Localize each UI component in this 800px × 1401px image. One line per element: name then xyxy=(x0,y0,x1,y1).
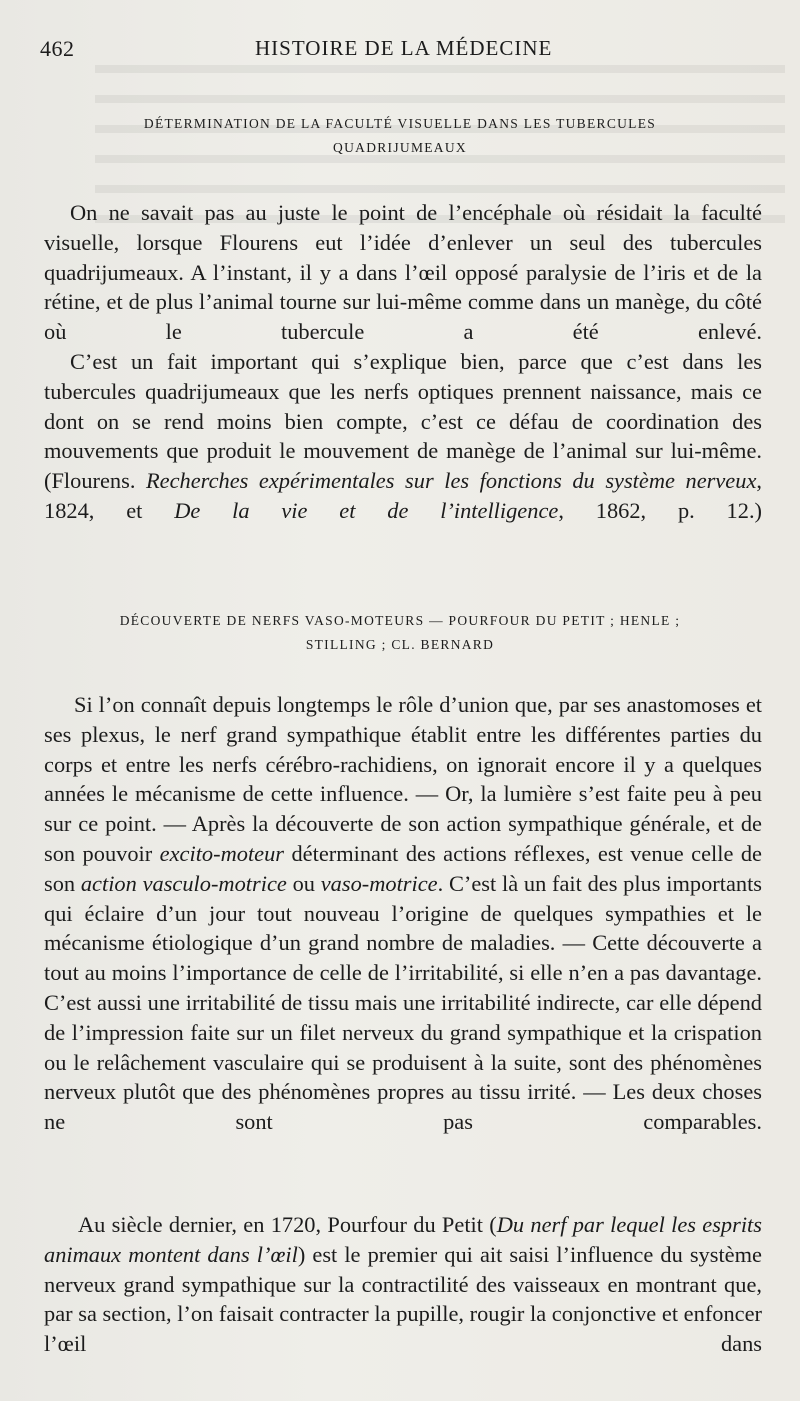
section-heading-line: STILLING ; CL. BERNARD xyxy=(305,637,495,652)
section-heading-line: DÉTERMINATION DE LA FACULTÉ VISUELLE DANS LES TUBERCULES xyxy=(143,116,657,131)
citation-title: Recherches expérimentales sur les fonctions du système nerveux xyxy=(146,468,757,494)
section-heading-visual-faculty xyxy=(60,112,740,160)
emphasis-term: excito-moteur xyxy=(159,840,285,866)
running-title: HISTOIRE DE LA MÉDECINE xyxy=(255,36,553,60)
section-heading-line: QUADRIJUMEAUX xyxy=(333,140,467,155)
paragraph-text: Si l’on connaît depuis longtemps le rôle d’union que, par ses anastomoses et ses plexus, le nerf grand sympathique établit entre les différentes parties du corps et entre les nerfs cérébro-rachidiens, on ignorait encore il y a quelques années le mécanisme de cette influence. — Or, la lumière s’est faite peu à peu sur ce point. — Après la découverte de son action sympathique générale, et de son pouvoir xyxy=(44,692,762,866)
paragraph-grand-sympathique xyxy=(44,690,762,1137)
running-head xyxy=(40,36,760,66)
paragraph-optic-nerves xyxy=(44,347,762,526)
paragraph-text: , 1862, p. 12.) xyxy=(558,497,763,523)
paragraph-text: Au siècle dernier, en 1720, Pourfour du Petit ( xyxy=(78,1212,497,1237)
paragraph-text: déterminant des actions réflexes, est venue celle de son xyxy=(44,840,762,896)
emphasis-term: vaso-motrice xyxy=(320,870,438,896)
paragraph-text: On ne savait pas au juste le point de l’encéphale où résidait la faculté visuelle, lorsque Flourens eut l’idée d’enlever un seul des tubercules quadrijumeaux. A l’instant, il y a dans l’œil opposé paralysie de l’iris et de la rétine, et de plus l’animal tourne sur lui-même comme dans un manège, du côté où le tubercule a été enlevé. xyxy=(44,200,762,345)
paragraph-text: , 1824, et xyxy=(44,468,762,523)
emphasis-term: action vasculo-motrice xyxy=(80,870,287,896)
paragraph-text: ou xyxy=(286,870,321,896)
citation-title: De la vie et de l’intelligence xyxy=(174,497,559,523)
citation-title: Du nerf par lequel les esprits animaux montent dans l’œil xyxy=(44,1212,762,1267)
section-heading-line: DÉCOUVERTE DE NERFS VASO-MOTEURS — POURFOUR DU PETIT ; HENLE ; xyxy=(119,613,681,628)
section-heading-vasomotor-nerves xyxy=(60,609,740,657)
paragraph-flourens-experiment xyxy=(44,198,762,347)
paragraph-pourfour-du-petit xyxy=(44,1210,762,1359)
paragraph-text: ) est le premier qui ait saisi l’influence du système nerveux grand sympathique sur la contractilité des vaisseaux en montrant que, par sa section, l’on faisait contracter la pupille, rougir la conjonctive et enfoncer l’œil dans xyxy=(44,1241,762,1357)
paragraph-text: . C’est là un fait des plus importants qui éclaire d’un jour tout nouveau l’origine de quelques sympathies et le mécanisme étiologique d’un grand nombre de maladies. — Cette découverte a tout au moins l’importance de celle de l’irritabilité, si elle n’en a pas davantage. C’est aussi une irritabilité de tissu mais une irritabilité indirecte, car elle dépend de l’impression faite sur un filet nerveux du grand sympathique et la crispation ou le relâchement vasculaire qui se produisent à la suite, sont des phénomènes nerveux plutôt que des phénomènes propres au tissu irrité. — Les deux choses ne sont pas comparables. xyxy=(44,870,763,1135)
page-number: 462 xyxy=(40,36,75,61)
paragraph-text: C’est un fait important qui s’explique bien, parce que c’est dans les tubercules quadrijumeaux que les nerfs optiques prennent naissance, mais ce dont on se rend moins bien compte, c’est ce défau de coordination des mouvements que produit le mouvement de manège de l’animal sur lui-même. (Flourens. xyxy=(44,349,762,494)
